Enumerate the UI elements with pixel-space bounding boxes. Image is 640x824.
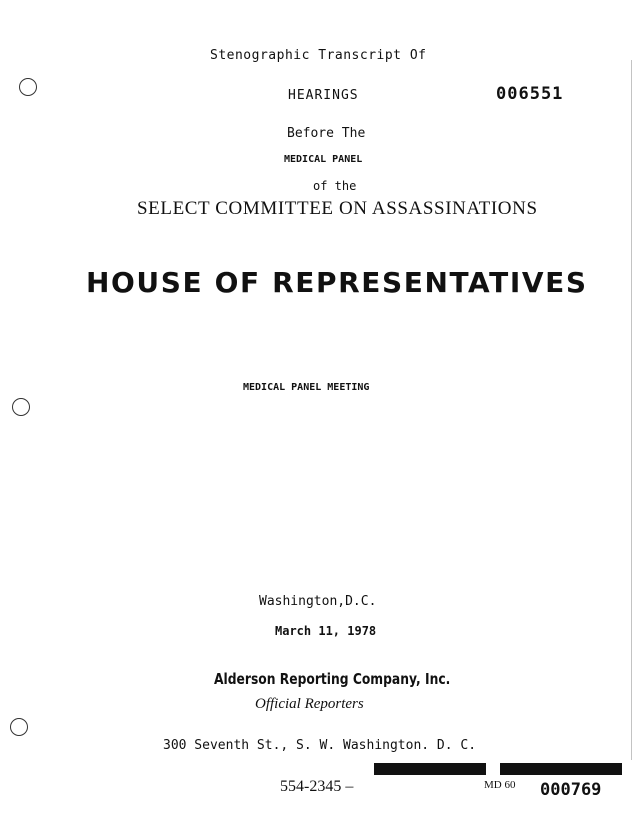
location: Washington,D.C.	[259, 594, 377, 609]
reporting-company: Alderson Reporting Company, Inc.	[214, 670, 451, 688]
punch-hole-top	[19, 78, 37, 96]
redaction-bar-left	[374, 763, 486, 775]
page-edge-line	[631, 60, 632, 760]
hearings-heading: HEARINGS	[288, 88, 359, 103]
of-the: of the	[313, 179, 357, 193]
official-reporters: Official Reporters	[255, 696, 364, 712]
punch-hole-bottom	[10, 718, 28, 736]
transcript-line: Stenographic Transcript Of	[210, 48, 427, 63]
hearing-date: March 11, 1978	[275, 624, 377, 638]
page-number: 000769	[540, 780, 602, 800]
phone-number: 554-2345 –	[280, 778, 354, 795]
punch-hole-middle	[12, 398, 30, 416]
meeting-title: MEDICAL PANEL MEETING	[243, 382, 370, 393]
committee-name: SELECT COMMITTEE ON ASSASSINATIONS	[137, 198, 538, 219]
md-code: MD 60	[484, 779, 516, 791]
medical-panel-label: MEDICAL PANEL	[284, 154, 363, 165]
house-of-representatives: HOUSE OF REPRESENTATIVES	[86, 266, 588, 299]
company-address: 300 Seventh St., S. W. Washington. D. C.	[163, 738, 477, 753]
document-number: 006551	[496, 84, 564, 104]
before-the: Before The	[287, 126, 366, 141]
redaction-bar-right	[500, 763, 622, 775]
